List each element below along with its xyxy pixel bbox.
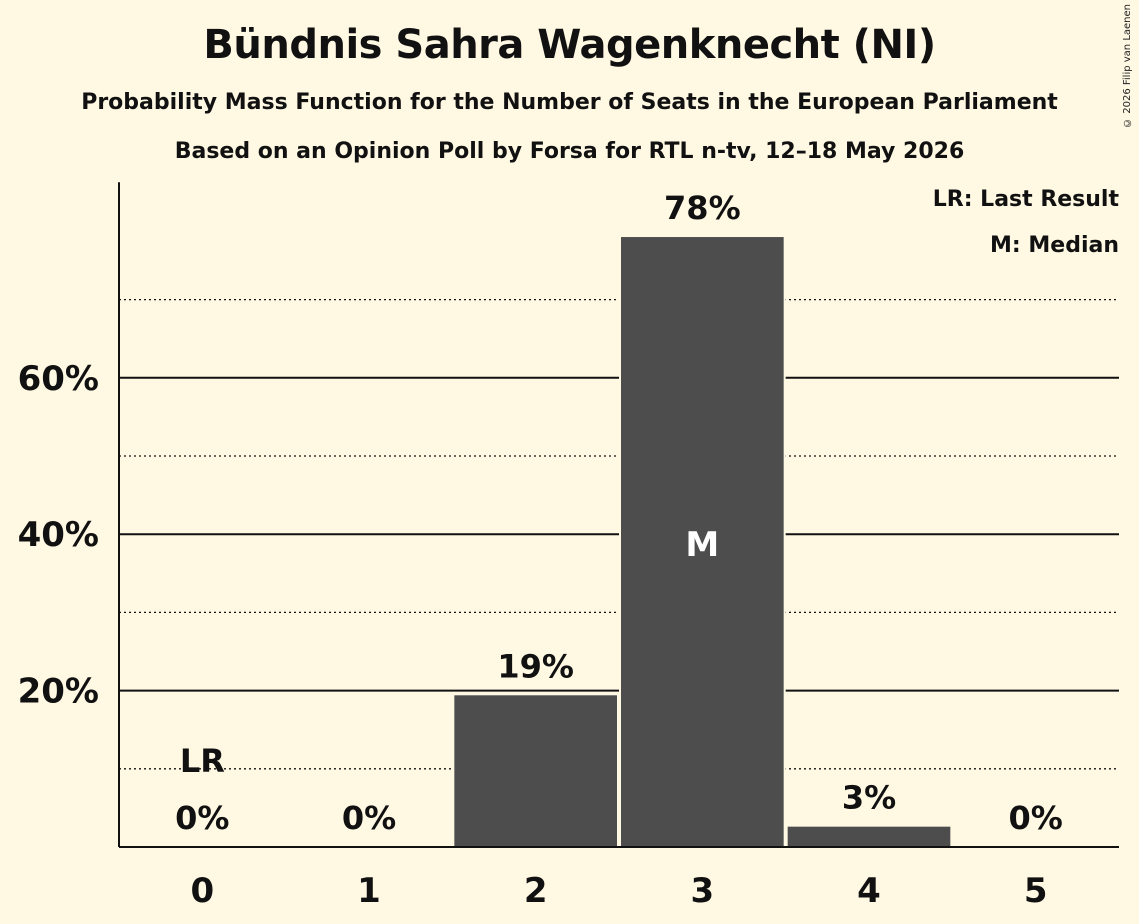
copyright-notice: © 2026 Filip van Laenen [1122,4,1133,128]
bar [788,827,951,847]
median-marker: M [685,525,720,566]
x-tick-label: 0 [190,871,215,911]
chart-subtitle: Probability Mass Function for the Number of Seats in the European Parliament [81,90,1058,115]
chart-title: Bündnis Sahra Wagenknecht (NI) [203,22,936,68]
data-label: 0% [1008,799,1063,837]
y-tick-label: 20% [17,671,99,712]
last-result-marker: LR [179,742,225,780]
x-tick-label: 2 [523,871,548,911]
data-label: 0% [175,799,230,837]
data-label: 19% [497,647,574,686]
x-tick-label: 3 [690,871,715,911]
x-tick-label: 5 [1023,871,1048,911]
chart-source: Based on an Opinion Poll by Forsa for RTL n-tv, 12–18 May 2026 [174,139,965,164]
bar [454,695,617,847]
legend-last-result: LR: Last Result [932,187,1119,212]
data-label: 3% [841,778,897,817]
y-tick-label: 40% [17,515,99,556]
legend-median: M: Median [990,233,1119,258]
x-tick-label: 1 [357,871,381,911]
y-tick-label: 60% [17,358,99,399]
data-label: 0% [341,799,397,837]
data-label: 78% [664,189,741,228]
x-tick-label: 4 [857,871,881,911]
